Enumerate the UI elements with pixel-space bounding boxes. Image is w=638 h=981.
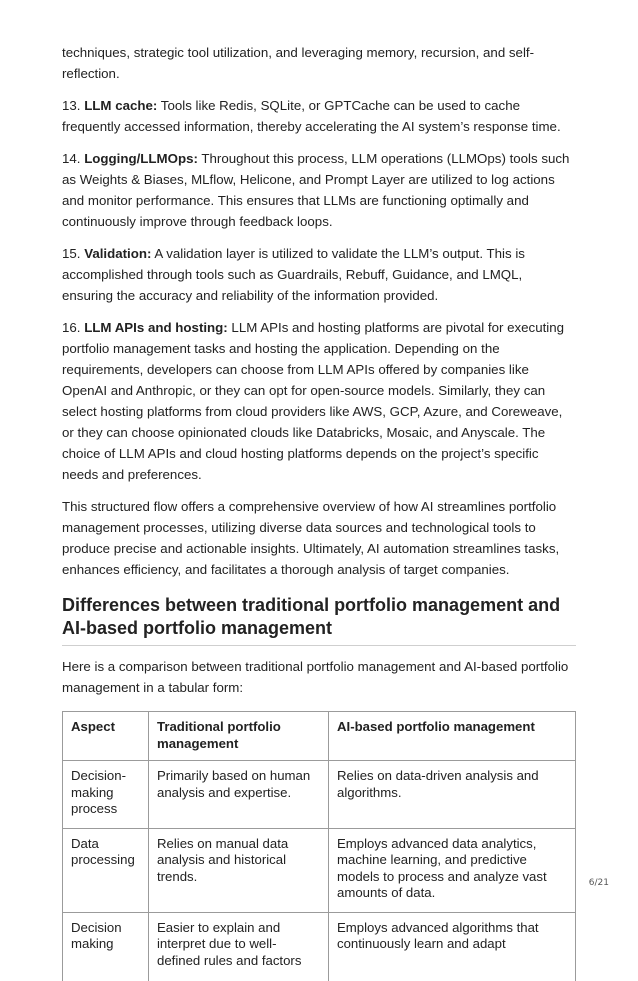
table-cell-aspect: Data processing: [63, 828, 149, 912]
paragraph-summary: This structured flow offers a comprehensive overview of how AI streamlines portfolio management processes, utilizing diverse data sources and technological tools to produce precise and actionable insights. Ultimately, AI automation streamlines tasks, enhances efficiency, and facilitates a thorough analysis of target companies.: [62, 499, 560, 577]
table-row: [63, 912, 576, 981]
table-cell-aspect: Decision making: [63, 912, 149, 981]
table-cell-ai-based: Employs advanced algorithms that continuously learn and adapt: [329, 912, 576, 981]
table-row: [63, 828, 576, 912]
section-heading: Differences between traditional portfolio management and AI-based portfolio management: [62, 594, 576, 646]
column-header-ai-based: AI-based portfolio management: [329, 712, 576, 761]
document-page: [62, 42, 576, 981]
paragraph-llm-cache: 13. LLM cache: Tools like Redis, SQLite, or GPTCache can be used to cache frequently accessed information, thereby accelerating the AI system’s response time.: [62, 98, 561, 134]
table-cell-ai-based: Relies on data-driven analysis and algorithms.: [329, 761, 576, 829]
comparison-table: [62, 711, 576, 981]
page-number: 6/21: [588, 878, 609, 888]
table-cell-traditional: Relies on manual data analysis and historical trends.: [149, 828, 329, 912]
term-validation: Validation:: [84, 246, 152, 261]
term-logging-llmops: Logging/LLMOps:: [84, 151, 198, 166]
table-row: [63, 761, 576, 829]
term-llm-apis-hosting: LLM APIs and hosting:: [84, 320, 228, 335]
paragraph-validation: 15. Validation: A validation layer is utilized to validate the LLM’s output. This is accomplished through tools such as Guardrails, Rebuff, Guidance, and LMQL, ensuring the accuracy and reliability of the information provided.: [62, 246, 525, 303]
paragraph-logging-llmops: 14. Logging/LLMOps: Throughout this process, LLM operations (LLMOps) tools such as Weights & Biases, MLflow, Helicone, and Prompt Layer are utilized to log actions and monitor performance. This ensures that LLMs are functioning optimally and continuously improve through feedback loops.: [62, 151, 570, 229]
paragraph-llm-apis-hosting: 16. LLM APIs and hosting: LLM APIs and hosting platforms are pivotal for executing portfolio management tasks and hosting the application. Depending on the requirements, developers can choose from LLM APIs offered by companies like OpenAI and Anthropic, or they can opt for open-source models. Similarly, they can select hosting platforms from cloud providers like AWS, GCP, Azure, and Coreweave, or they can choose opinionated clouds like Databricks, Mosaic, and Anyscale. The choice of LLM APIs and cloud hosting platforms depends on the project’s specific needs and preferences.: [62, 320, 565, 482]
table-cell-ai-based: Employs advanced data analytics, machine learning, and predictive models to process and analyze vast amounts of data.: [329, 828, 576, 912]
table-cell-traditional: Primarily based on human analysis and expertise.: [149, 761, 329, 829]
table-cell-aspect: Decision-making process: [63, 761, 149, 829]
term-llm-cache: LLM cache:: [84, 98, 158, 113]
column-header-traditional: Traditional portfolio management: [149, 712, 329, 761]
table-header-row: [63, 712, 576, 761]
column-header-aspect: Aspect: [63, 712, 149, 761]
table-cell-traditional: Easier to explain and interpret due to well-defined rules and factors: [149, 912, 329, 981]
paragraph-continuation: techniques, strategic tool utilization, and leveraging memory, recursion, and self-reflection.: [62, 45, 535, 81]
section-intro: Here is a comparison between traditional portfolio management and AI-based portfolio management in a tabular form:: [62, 659, 569, 695]
